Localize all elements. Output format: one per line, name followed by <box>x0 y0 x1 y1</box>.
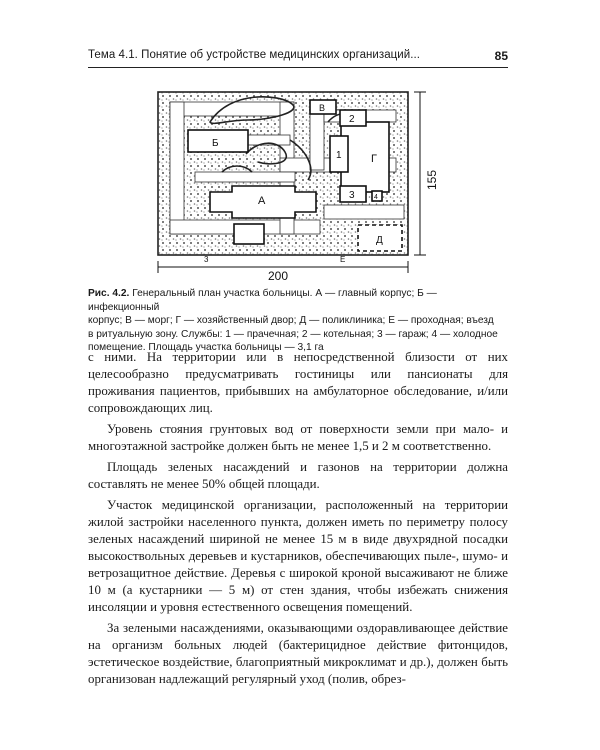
paragraph-2: Уровень стояния грунтовых вод от поверхности земли при мало- и многоэтажной застройке должен быть не менее 1,5 и 2 м соответственно. <box>88 422 508 453</box>
paragraph-1: с ними. На территории или в непосредственной близости от них целесообразно предусматривать гостиницы или пансионаты для проживания пациентов, прибывших на амбулаторное обследование, и/или сопровождающих лиц. <box>88 350 508 415</box>
caption-line-1: Рис. 4.2. Генеральный план участка больницы. А — главный корпус; Б — инфекционный <box>88 288 437 313</box>
caption-line-2: корпус; В — морг; Г — хозяйственный двор; Д — поликлиника; Е — проходная; въезд <box>88 315 494 326</box>
label-2: 2 <box>349 114 355 125</box>
caption-line-3: в ритуальную зону. Службы: 1 — прачечная; 2 — котельная; 3 — гараж; 4 — холодное <box>88 328 498 340</box>
label-e: Е <box>340 255 346 264</box>
dimension-height-label: 155 <box>425 169 439 191</box>
label-g: Г <box>371 153 377 165</box>
page-number: 85 <box>494 49 508 63</box>
dimension-width-label: 200 <box>268 269 289 280</box>
label-b: Б <box>212 138 219 149</box>
caption-label: Рис. 4.2. <box>88 288 130 299</box>
running-title: Тема 4.1. Понятие об устройстве медицинских организаций... <box>88 49 420 61</box>
hospital-site-plan-figure <box>140 80 470 280</box>
label-d: Д <box>376 235 383 246</box>
paragraph-4: Участок медицинской организации, расположенный на территории жилой застройки населенного пункта, должен иметь по периметру полосу зеленых насаждений шириной не менее 15 м в виде двухрядной посадки высокоствольных деревьев и кустарников, обеспечивающих пыле-, шумо- и ветрозащитное действие. Деревья с широкой кроной высаживают не ближе 10 м (а кустарники — 5 м) от стен здания, чтобы избежать снижения инсоляции и уровня естественного освещения помещений. <box>88 498 508 614</box>
label-4: 4 <box>374 194 378 201</box>
body-text <box>88 349 508 692</box>
label-1: 1 <box>336 150 342 161</box>
label-3: 3 <box>349 190 355 201</box>
label-a: А <box>258 195 266 207</box>
figure-caption <box>88 287 508 355</box>
page-header <box>88 49 508 68</box>
annex-building <box>234 224 264 244</box>
label-v: В <box>319 103 326 113</box>
label-width-mark: 3 <box>204 255 209 264</box>
paragraph-3: Площадь зеленых насаждений и газонов на территории должна составлять не менее 50% общей площади. <box>88 460 508 491</box>
paragraph-5: За зелеными насаждениями, оказывающими оздоравливающее действие на организм больных людей (бактерицидное действие фитонцидов, эстетическое воздействие, благоприятный микроклимат и др.), должен быть организован надлежащий регулярный уход (полив, обрез- <box>88 621 508 686</box>
caption-line-4: помещение. Площадь участка больницы — 3,1 га <box>88 342 324 353</box>
